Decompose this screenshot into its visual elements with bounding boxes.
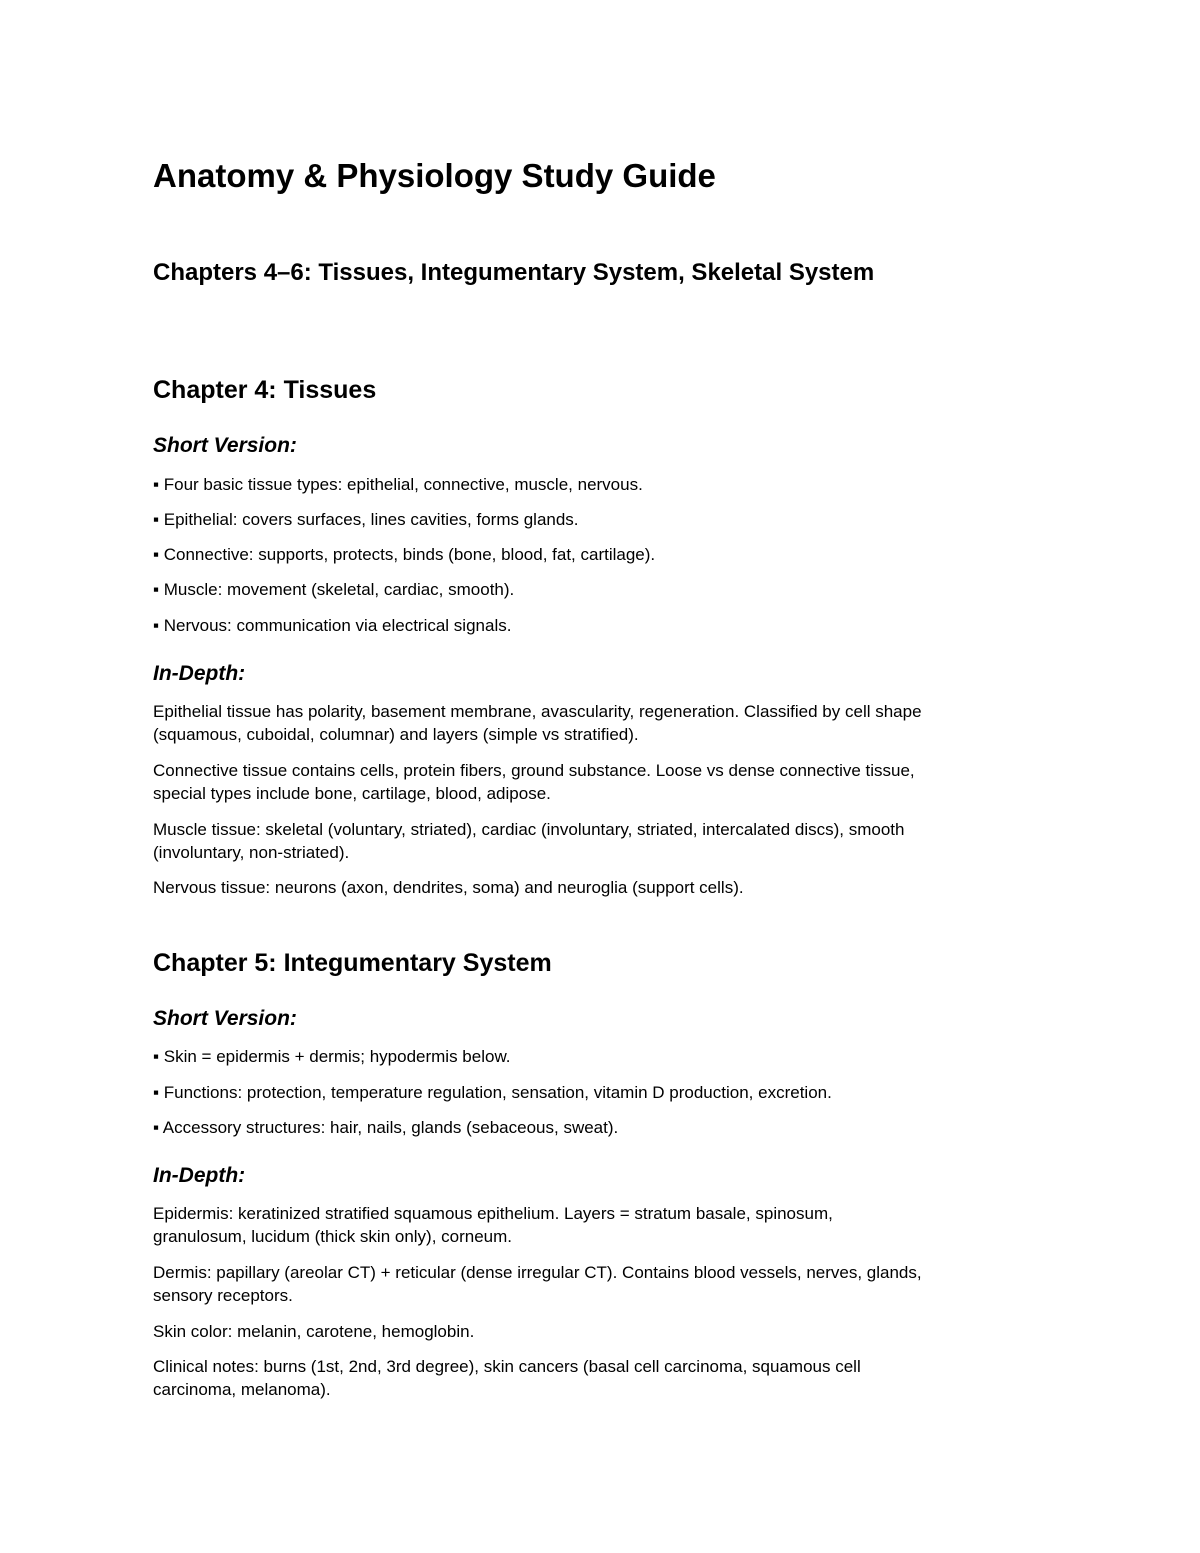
chapter-4-paragraph-muscle bbox=[153, 818, 1053, 864]
paragraph-line: granulosum, lucidum (thick skin only), corneum. bbox=[153, 1227, 513, 1246]
chapter-5-paragraph-dermis bbox=[153, 1261, 1053, 1307]
document-subtitle: Chapters 4–6: Tissues, Integumentary System, Skeletal System bbox=[153, 259, 875, 286]
chapter-5-paragraph-skin-color bbox=[153, 1320, 1053, 1343]
paragraph-line: Muscle tissue: skeletal (voluntary, striated), cardiac (involuntary, striated, intercalated discs), smooth bbox=[153, 820, 905, 839]
paragraph-line: Skin color: melanin, carotene, hemoglobin. bbox=[153, 1322, 475, 1341]
chapter-4-paragraph-epithelial bbox=[153, 700, 1053, 746]
chapter-4-short-label: Short Version: bbox=[153, 434, 297, 457]
paragraph-line: sensory receptors. bbox=[153, 1286, 293, 1305]
paragraph-line: (involuntary, non-striated). bbox=[153, 843, 350, 862]
paragraph-line: Epidermis: keratinized stratified squamous epithelium. Layers = stratum basale, spinosum, bbox=[153, 1204, 833, 1223]
document-title: Anatomy & Physiology Study Guide bbox=[153, 157, 716, 194]
paragraph-line: (squamous, cuboidal, columnar) and layers (simple vs stratified). bbox=[153, 725, 639, 744]
chapter-4-paragraph-connective bbox=[153, 759, 1053, 805]
paragraph-line: Clinical notes: burns (1st, 2nd, 3rd degree), skin cancers (basal cell carcinoma, squamous cell bbox=[153, 1357, 861, 1376]
paragraph-line: special types include bone, cartilage, blood, adipose. bbox=[153, 784, 551, 803]
chapter-5-paragraph-epidermis bbox=[153, 1202, 1053, 1248]
chapter-5-heading: Chapter 5: Integumentary System bbox=[153, 949, 552, 977]
chapter-5-paragraph-clinical bbox=[153, 1355, 1053, 1401]
list-item: ▪ Accessory structures: hair, nails, glands (sebaceous, sweat). bbox=[153, 1118, 619, 1137]
list-item: ▪ Epithelial: covers surfaces, lines cavities, forms glands. bbox=[153, 510, 579, 529]
paragraph-line: Dermis: papillary (areolar CT) + reticular (dense irregular CT). Contains blood vessels, nerves, glands, bbox=[153, 1263, 922, 1282]
chapter-5-short-label: Short Version: bbox=[153, 1007, 297, 1030]
chapter-4-heading: Chapter 4: Tissues bbox=[153, 376, 377, 404]
list-item: ▪ Four basic tissue types: epithelial, connective, muscle, nervous. bbox=[153, 475, 643, 494]
paragraph-line: Epithelial tissue has polarity, basement membrane, avascularity, regeneration. Classified by cell shape bbox=[153, 702, 922, 721]
chapter-4-depth-label: In-Depth: bbox=[153, 662, 246, 685]
list-item: ▪ Nervous: communication via electrical signals. bbox=[153, 616, 512, 635]
paragraph-line: carcinoma, melanoma). bbox=[153, 1380, 331, 1399]
list-item: ▪ Skin = epidermis + dermis; hypodermis below. bbox=[153, 1047, 511, 1066]
chapter-4-paragraph-nervous bbox=[153, 876, 1053, 899]
list-item: ▪ Functions: protection, temperature regulation, sensation, vitamin D production, excretion. bbox=[153, 1083, 832, 1102]
list-item: ▪ Connective: supports, protects, binds (bone, blood, fat, cartilage). bbox=[153, 545, 656, 564]
paragraph-line: Connective tissue contains cells, protein fibers, ground substance. Loose vs dense connective tissue, bbox=[153, 761, 915, 780]
chapter-5-depth-label: In-Depth: bbox=[153, 1164, 246, 1187]
list-item: ▪ Muscle: movement (skeletal, cardiac, smooth). bbox=[153, 580, 515, 599]
paragraph-line: Nervous tissue: neurons (axon, dendrites, soma) and neuroglia (support cells). bbox=[153, 878, 744, 897]
